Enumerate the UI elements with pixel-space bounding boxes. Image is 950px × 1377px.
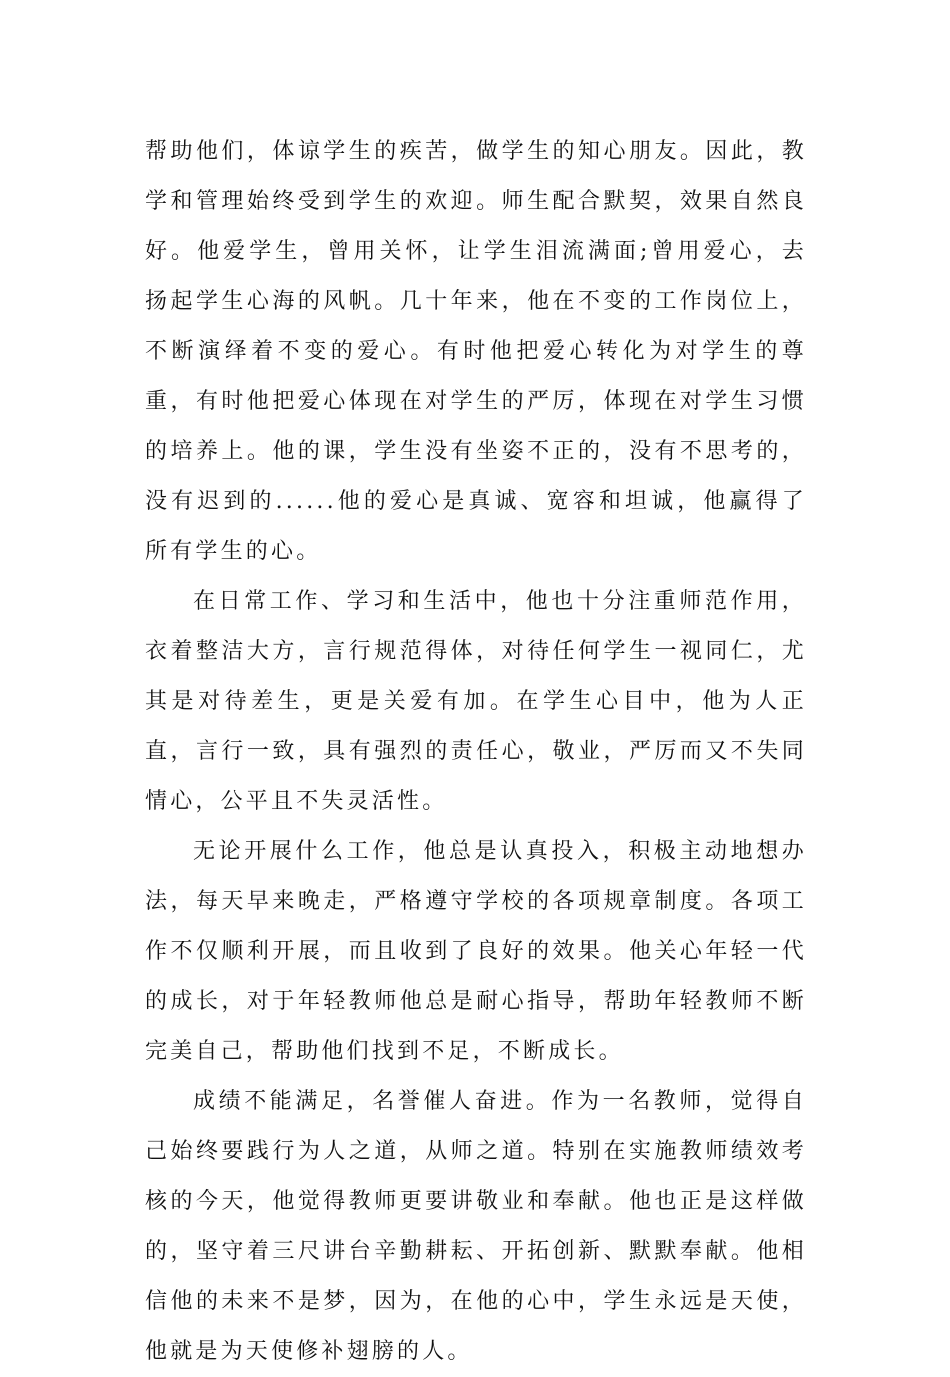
paragraph-continuation: 帮助他们，体谅学生的疾苦，做学生的知心朋友。因此，教学和管理始终受到学生的欢迎。师生配合默契，效果自然良好。他爱学生，曾用关怀，让学生泪流满面;曾用爱心，去扬起学生心海的风帆。几十年来，他在不变的工作岗位上，不断演绎着不变的爱心。有时他把爱心转化为对学生的尊重，有时他把爱心体现在对学生的严厉，体现在对学生习惯的培养上。他的课，学生没有坐姿不正的，没有不思考的，没有迟到的......他的爱心是真诚、宽容和坦诚，他赢得了所有学生的心。 <box>145 139 807 564</box>
paragraph-achievement: 成绩不能满足，名誉催人奋进。作为一名教师，觉得自己始终要践行为人之道，从师之道。特别在实施教师绩效考核的今天，他觉得教师更要讲敬业和奉献。他也正是这样做的，坚守着三尺讲台辛勤耕耘、开拓创新、默默奉献。他相信他的未来不是梦，因为，在他的心中，学生永远是天使，他就是为天使修补翅膀的人。 <box>145 1089 807 1364</box>
paragraph-daily-conduct: 在日常工作、学习和生活中，他也十分注重师范作用，衣着整洁大方，言行规范得体，对待任何学生一视同仁，尤其是对待差生，更是关爱有加。在学生心目中，他为人正直，言行一致，具有强烈的责任心，敬业，严厉而又不失同情心，公平且不失灵活性。 <box>145 589 807 814</box>
document-body <box>145 127 807 1377</box>
paragraph-work-attitude: 无论开展什么工作，他总是认真投入，积极主动地想办法，每天早来晚走，严格遵守学校的各项规章制度。各项工作不仅顺利开展，而且收到了良好的效果。他关心年轻一代的成长，对于年轻教师他总是耐心指导，帮助年轻教师不断完美自己，帮助他们找到不足，不断成长。 <box>145 839 807 1064</box>
